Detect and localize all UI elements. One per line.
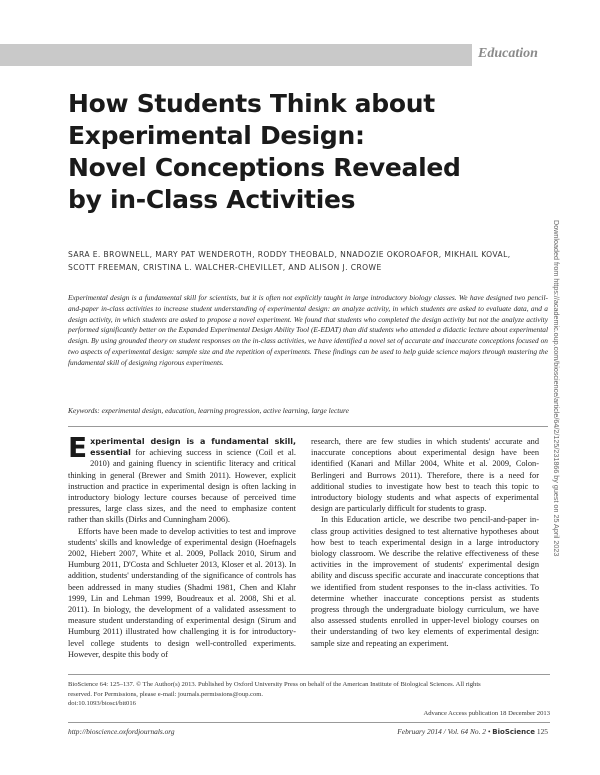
download-notice[interactable]: Downloaded from https://academic.oup.com/bioscience/article/64/2/125/231866 by guest on 25 April 2023 bbox=[552, 220, 561, 557]
section-label: Education bbox=[478, 46, 538, 61]
paragraph-text: for achieving success in science (Coil et al. 2010) and gaining fluency in scientific literacy and critical thinking in general (Brewer and Smith 2011). However, explicit instruction and practice in experimental design is often lacking in introductory biology lecture courses because of perceived time pressures, large class sizes, and the need to emphasize content rather than skills (Dirks and Cunningham 2006). bbox=[68, 448, 296, 525]
divider bbox=[68, 426, 548, 427]
author-list bbox=[68, 248, 548, 274]
title-line: by in-Class Activities bbox=[68, 185, 356, 214]
body-paragraph: In this Education article, we describe two pencil-and-paper in-class group activities designed to test alternative hypotheses about how best to teach experimental design in a large introductory biology classroom. We describe the relative effectiveness of these activities in the improvement of students' experimental design ability and discuss specific accurate and inaccurate conceptions that we identified from student responses to the in-class activities. To determine whether inaccurate conceptions persist as students progress through the undergraduate biology curriculum, we have also assessed students enrolled in upper-level biology courses on their understanding of two key elements of experimental design: sample size and repeating an experiment. bbox=[311, 515, 539, 648]
section-bar bbox=[0, 44, 472, 66]
body-paragraph: research, there are few studies in which students' accurate and inaccurate conceptions about experimental design have been identified (Kanari and Millar 2004, White et al. 2009, Colon-Berlingeri and Burrows 2011). Therefore, there is a need for additional studies to investigate how best to teach this topic to introductory biology students and what aspects of experimental design are particularly difficult for students to grasp. bbox=[311, 437, 539, 514]
page-number: 125 bbox=[536, 727, 548, 736]
body-paragraph bbox=[68, 431, 296, 526]
issue-text: February 2014 / Vol. 64 No. 2 • bbox=[397, 727, 491, 736]
title-line: How Students Think about bbox=[68, 89, 435, 118]
journal-url[interactable]: http://bioscience.oxfordjournals.org bbox=[68, 727, 175, 736]
download-sidebar bbox=[549, 220, 561, 580]
body-paragraph: Efforts have been made to develop activities to test and improve students' skills and knowledge of experimental design (Hoefnagels 2002, Hiebert 2007, White et al. 2009, Pollack 2010, Sirum and Humburg 2011, D'Costa and Schlueter 2013, Kloser et al. 2013). In addition, students' understanding of the significance of controls has been addressed in many studies (Shadmi 1981, Chen and Klahr 1999, Lin and Lehman 1999, Boudreaux et al. 2008, Shi et al. 2011). In biology, the development of a validated assessment to measure student understanding of experimental design (Sirum and Humburg 2011) illustrated how challenging it is for introductory-level college students to design well-controlled experiments. However, despite this body of bbox=[68, 526, 296, 659]
advance-access: Advance Access publication 18 December 2013 bbox=[423, 709, 550, 717]
author-line: SARA E. BROWNELL, MARY PAT WENDEROTH, RODDY THEOBALD, NNADOZIE OKOROAFOR, MIKHAIL KOVAL, bbox=[68, 250, 511, 259]
abstract: Experimental design is a fundamental skill for scientists, but it is often not explicitly taught in large introductory biology classes. We have designed two pencil-and-paper in-class activities to increase student understanding of experimental design: an analyze activity, in which students are asked to evaluate data, and a design activity, in which students are asked to propose a novel experiment. We found that students who completed the design activity but not the analyze activity performed significantly better on the Expanded Experimental Design Ability Tool (E-EDAT) than did students who attended a didactic lecture about experimental design. By using grounded theory on student responses on the in-class activities, we have identified a novel set of accurate and inaccurate conceptions focused on two aspects of experimental design: sample size and the repetition of experiments. These findings can be used to help guide science majors through mastering the fundamental skill of designing rigorous experiments. bbox=[68, 293, 548, 367]
body-column-right bbox=[311, 436, 539, 649]
title-line: Novel Conceptions Revealed bbox=[68, 153, 461, 182]
drop-cap: E bbox=[68, 431, 88, 464]
body-column-left bbox=[68, 431, 296, 660]
author-line: SCOTT FREEMAN, CRISTINA L. WALCHER-CHEVILLET, AND ALISON J. CROWE bbox=[68, 263, 382, 272]
issue-info bbox=[397, 727, 548, 736]
footnote-line: BioScience 64: 125–137. © The Author(s) 2013. Published by Oxford University Press on behalf of the American Institute of Biological Sciences. All rights bbox=[68, 681, 481, 688]
keywords: Keywords: experimental design, education, learning progression, active learning, large lecture bbox=[68, 406, 349, 415]
publication-footnote bbox=[68, 680, 550, 717]
footnote-divider bbox=[68, 674, 550, 675]
doi[interactable]: doi:10.1093/biosci/bit016 bbox=[68, 700, 136, 708]
article-title bbox=[68, 88, 508, 216]
title-line: Experimental Design: bbox=[68, 121, 365, 150]
footer-divider bbox=[68, 722, 550, 723]
footnote-line: reserved. For Permissions, please e-mail: journals.permissions@oup.com. bbox=[68, 690, 264, 698]
lead-in: xperimental design is a fundamental skill, essential bbox=[90, 437, 296, 458]
journal-name: BioScience bbox=[492, 728, 536, 736]
